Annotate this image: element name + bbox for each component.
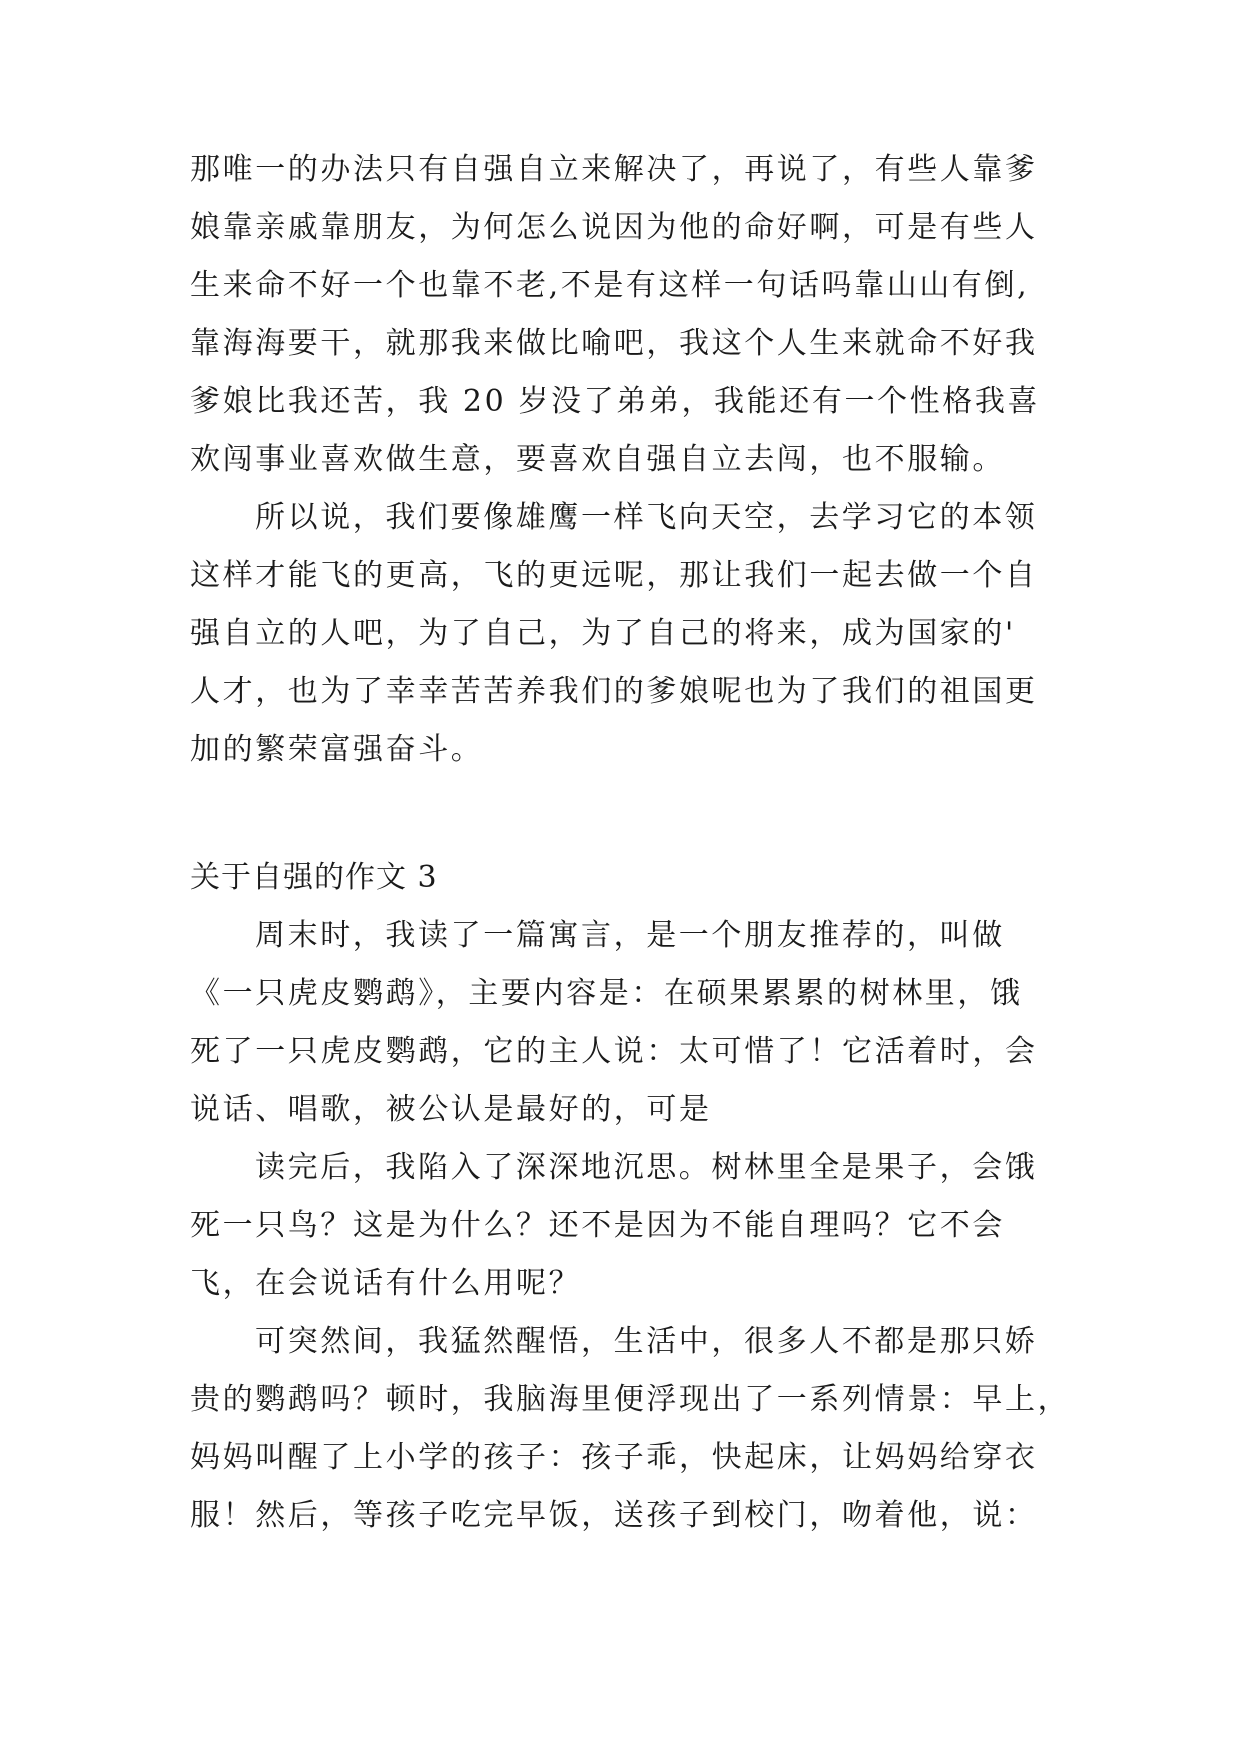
paragraph-2-line-4: 人才，也为了幸幸苦苦养我们的爹娘呢也为了我们的祖国更: [190, 674, 1038, 709]
paragraph-2-line-5: 加的繁荣富强奋斗。: [190, 732, 484, 767]
paragraph-5-line-2: 贵的鹦鹉吗？顿时，我脑海里便浮现出了一系列情景：早上，: [190, 1382, 1071, 1417]
paragraph-3-line-1: 周末时，我读了一篇寓言，是一个朋友推荐的，叫做: [255, 918, 1005, 953]
paragraph-1-line-3: 生来命不好一个也靠不老,不是有这样一句话吗靠山山有倒,: [190, 268, 1030, 303]
paragraph-1-line-5: 爹娘比我还苦，我 20 岁没了弟弟，我能还有一个性格我喜: [190, 384, 1041, 419]
paragraph-4-line-3: 飞，在会说话有什么用呢？: [190, 1266, 582, 1301]
paragraph-5-line-1: 可突然间，我猛然醒悟，生活中，很多人不都是那只娇: [255, 1324, 1038, 1359]
paragraph-3-line-3: 死了一只虎皮鹦鹉，它的主人说：太可惜了！它活着时，会: [190, 1034, 1038, 1069]
paragraph-1-line-6: 欢闯事业喜欢做生意，要喜欢自强自立去闯，也不服输。: [190, 442, 1005, 477]
paragraph-5-line-4: 服！然后，等孩子吃完早饭，送孩子到校门，吻着他，说：: [190, 1498, 1038, 1533]
paragraph-2-line-3: 强自立的人吧，为了自己，为了自己的将来，成为国家的': [190, 616, 1016, 651]
paragraph-4-line-1: 读完后，我陷入了深深地沉思。树林里全是果子，会饿: [255, 1150, 1038, 1185]
paragraph-1-line-2: 娘靠亲戚靠朋友，为何怎么说因为他的命好啊，可是有些人: [190, 210, 1038, 245]
paragraph-2-line-1: 所以说，我们要像雄鹰一样飞向天空，去学习它的本领: [255, 500, 1038, 535]
paragraph-3-line-4: 说话、唱歌，被公认是最好的，可是: [190, 1092, 712, 1127]
paragraph-1-line-1: 那唯一的办法只有自强自立来解决了，再说了，有些人靠爹: [190, 152, 1038, 187]
section-title: 关于自强的作文 3: [190, 860, 438, 895]
paragraph-1-line-4: 靠海海要干，就那我来做比喻吧，我这个人生来就命不好我: [190, 326, 1038, 361]
paragraph-5-line-3: 妈妈叫醒了上小学的孩子：孩子乖，快起床，让妈妈给穿衣: [190, 1440, 1038, 1475]
paragraph-2-line-2: 这样才能飞的更高，飞的更远呢，那让我们一起去做一个自: [190, 558, 1038, 593]
paragraph-4-line-2: 死一只鸟？这是为什么？还不是因为不能自理吗？它不会: [190, 1208, 1005, 1243]
paragraph-3-line-2: 《一只虎皮鹦鹉》，主要内容是：在硕果累累的树林里，饿: [190, 976, 1023, 1011]
